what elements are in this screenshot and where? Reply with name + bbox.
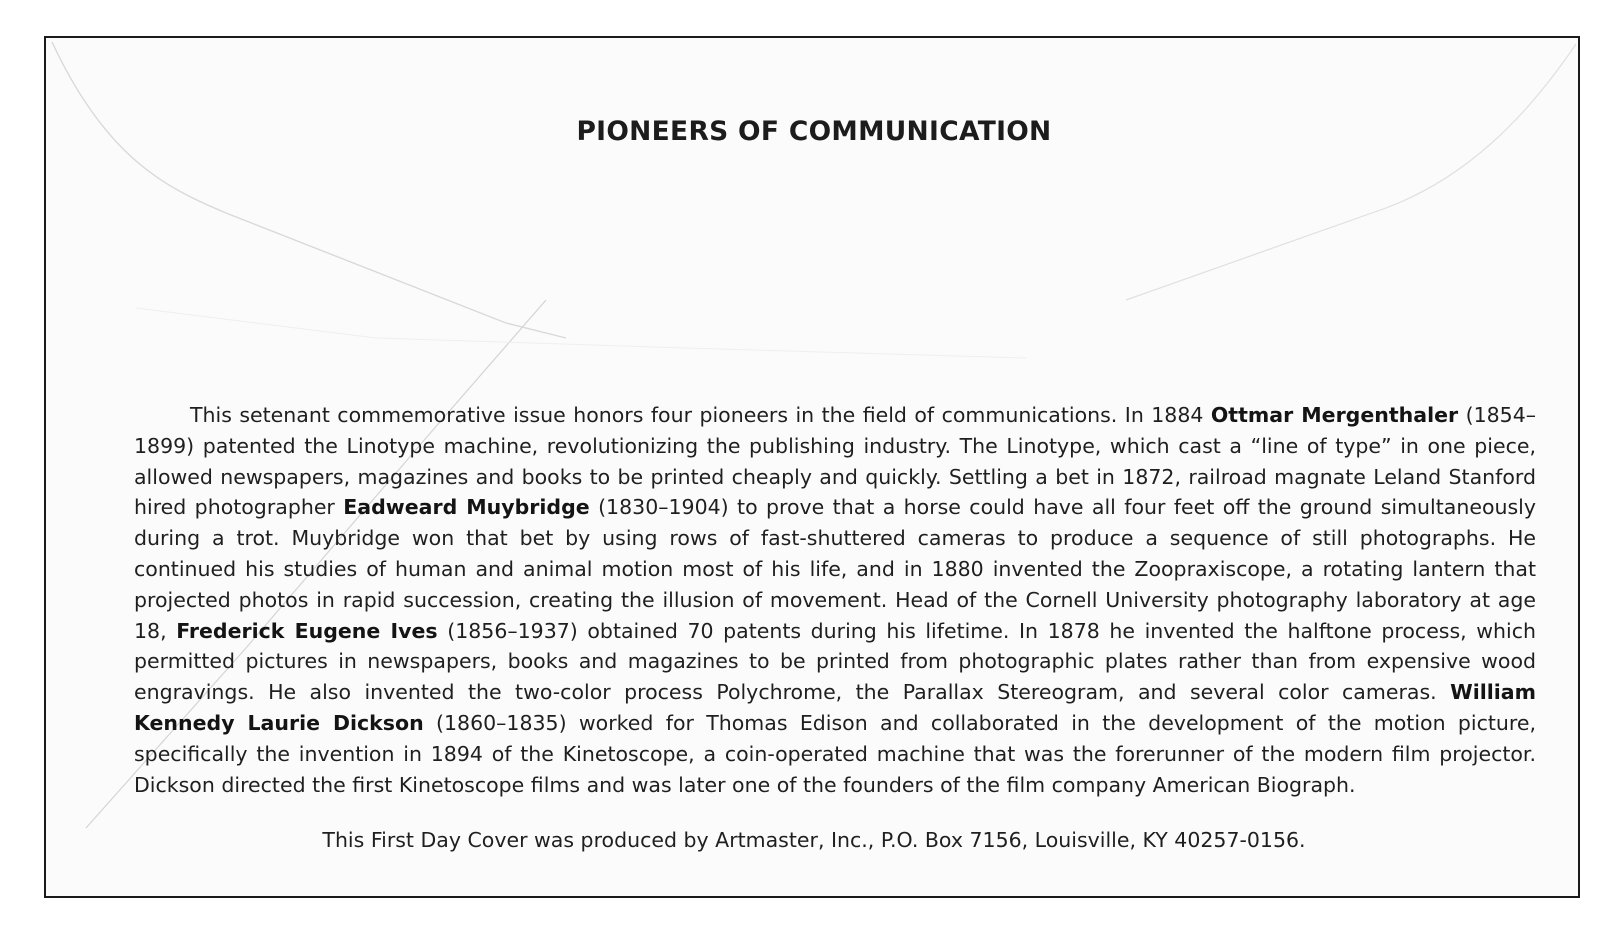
text-segment: (1854–1899) patented the Linotype machine, revolutionizing the publishing industry. The Linotype, which cast a “line of type” in one piece, allowed newspapers, magazines and books to be printed cheaply and quickly. Settling a bet in 1872, railroad magnate Leland Stanford hired photographer — [134, 403, 1536, 520]
flap-crease-left-line — [52, 42, 566, 338]
pioneer-name-ives: Frederick Eugene Ives — [176, 618, 438, 643]
text-segment: This setenant commemorative issue honors four pioneers in the field of communications. In 1884 — [190, 403, 1211, 427]
description-paragraph — [134, 400, 1536, 800]
envelope-back — [44, 36, 1580, 898]
text-segment: (1860–1835) worked for Thomas Edison and collaborated in the development of the motion picture, specifically the invention in 1894 of the Kinetoscope, a coin-operated machine that was the forerunner of the modern film projector. Dickson directed the first Kinetoscope films and was later one of the founders of the film company American Biograph. — [134, 710, 1536, 797]
pioneer-name-mergenthaler: Ottmar Mergenthaler — [1210, 403, 1459, 427]
flap-crease-right-line — [1126, 44, 1576, 300]
producer-credit: This First Day Cover was produced by Artmaster, Inc., P.O. Box 7156, Louisville, KY 40257-0156. — [322, 828, 1306, 852]
text-segment: (1856–1937) obtained 70 patents during his lifetime. In 1878 he invented the halftone process, which permitted pictures in newspapers, books and magazines to be printed from photographic plates rather than from expensive wood engravings. He also invented the two-color process Polychrome, the Parallax Stereogram, and several color cameras. — [134, 618, 1536, 705]
flap-faint-line — [136, 308, 1026, 358]
text-segment: (1830–1904) to prove that a horse could have all four feet off the ground simultaneously during a trot. Muybridge won that bet by using rows of fast-shuttered cameras to produce a sequence of still photographs. He continued his studies of human and animal motion most of his life, and in 1880 invented the Zoopraxiscope, a rotating lantern that projected photos in rapid succession, creating the illusion of movement. Head of the Cornell University photography laboratory at age 18, — [134, 495, 1536, 643]
cover-title: PIONEERS OF COMMUNICATION — [576, 116, 1052, 147]
pioneer-name-dickson: William Kennedy Laurie Dickson — [134, 680, 1536, 735]
pioneer-name-muybridge: Eadweard Muybridge — [343, 495, 590, 520]
